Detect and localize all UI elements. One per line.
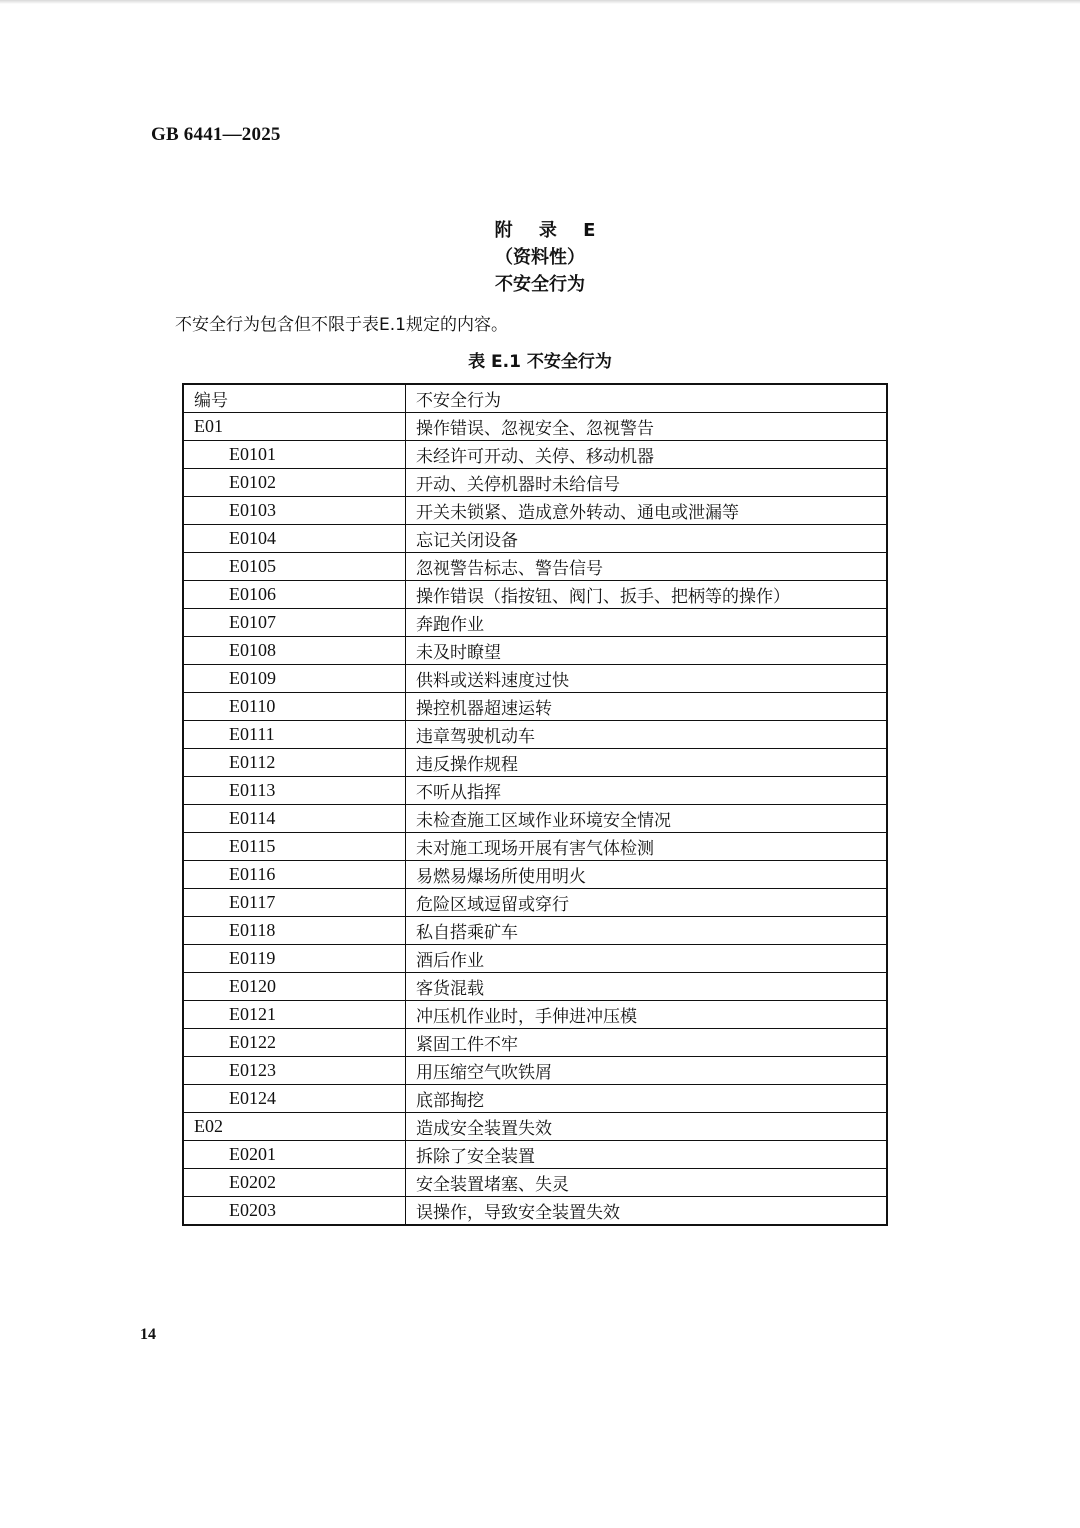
table-row: [183, 889, 887, 917]
table-row: [183, 1057, 887, 1085]
row-behavior: 供料或送料速度过快: [406, 665, 888, 693]
table-row: [183, 749, 887, 777]
row-code: E0201: [183, 1141, 406, 1169]
row-code: E0105: [183, 553, 406, 581]
row-code: E01: [183, 413, 406, 441]
row-code: E0109: [183, 665, 406, 693]
table-row: [183, 721, 887, 749]
row-code: E0123: [183, 1057, 406, 1085]
table-row: [183, 469, 887, 497]
row-code: E0112: [183, 749, 406, 777]
row-behavior: 未对施工现场开展有害气体检测: [406, 833, 888, 861]
table-row: [183, 1029, 887, 1057]
row-behavior: 未及时瞭望: [406, 637, 888, 665]
row-behavior: 未经许可开动、关停、移动机器: [406, 441, 888, 469]
table-row: [183, 1001, 887, 1029]
row-behavior: 忘记关闭设备: [406, 525, 888, 553]
row-behavior: 操作错误、忽视安全、忽视警告: [406, 413, 888, 441]
appendix-type: （资料性）: [495, 247, 585, 268]
row-behavior: 安全装置堵塞、失灵: [406, 1169, 888, 1197]
row-behavior: 误操作，导致安全装置失效: [406, 1197, 888, 1226]
table-row: [183, 1169, 887, 1197]
table-row: [183, 917, 887, 945]
table-row: [183, 553, 887, 581]
row-behavior: 危险区域逗留或穿行: [406, 889, 888, 917]
table-row: [183, 609, 887, 637]
row-code: E0107: [183, 609, 406, 637]
row-behavior: 操作错误（指按钮、阀门、扳手、把柄等的操作）: [406, 581, 888, 609]
row-behavior: 冲压机作业时，手伸进冲压模: [406, 1001, 888, 1029]
row-behavior: 紧固工件不牢: [406, 1029, 888, 1057]
row-behavior: 底部掏挖: [406, 1085, 888, 1113]
standard-code: GB 6441—2025: [151, 124, 281, 145]
table-row: [183, 1197, 887, 1226]
row-behavior: 酒后作业: [406, 945, 888, 973]
table-row: [183, 945, 887, 973]
table-row: [183, 777, 887, 805]
table-row: [183, 1085, 887, 1113]
row-code: E0108: [183, 637, 406, 665]
row-behavior: 用压缩空气吹铁屑: [406, 1057, 888, 1085]
table-row: [183, 693, 887, 721]
table-body: [183, 413, 887, 1226]
header-behavior: 不安全行为: [406, 384, 888, 413]
row-behavior: 易燃易爆场所使用明火: [406, 861, 888, 889]
row-code: E0113: [183, 777, 406, 805]
row-code: E0116: [183, 861, 406, 889]
row-behavior: 忽视警告标志、警告信号: [406, 553, 888, 581]
page-number: 14: [140, 1326, 156, 1343]
row-code: E0124: [183, 1085, 406, 1113]
table-row: [183, 637, 887, 665]
appendix-title: 附 录 E: [494, 220, 606, 241]
table-row: [183, 441, 887, 469]
header-code: 编号: [183, 384, 406, 413]
scan-edge: [0, 0, 1080, 4]
table-row: [183, 665, 887, 693]
row-behavior: 客货混载: [406, 973, 888, 1001]
row-behavior: 私自搭乘矿车: [406, 917, 888, 945]
table-row: [183, 1141, 887, 1169]
row-code: E0122: [183, 1029, 406, 1057]
row-behavior: 开动、关停机器时未给信号: [406, 469, 888, 497]
row-code: E0203: [183, 1197, 406, 1226]
row-code: E0104: [183, 525, 406, 553]
row-code: E0106: [183, 581, 406, 609]
appendix-name: 不安全行为: [495, 274, 585, 295]
row-behavior: 操控机器超速运转: [406, 693, 888, 721]
row-code: E0101: [183, 441, 406, 469]
row-code: E0120: [183, 973, 406, 1001]
row-code: E0121: [183, 1001, 406, 1029]
row-behavior: 拆除了安全装置: [406, 1141, 888, 1169]
table-row: [183, 833, 887, 861]
row-behavior: 开关未锁紧、造成意外转动、通电或泄漏等: [406, 497, 888, 525]
row-behavior: 奔跑作业: [406, 609, 888, 637]
table-row: [183, 805, 887, 833]
table-row: [183, 525, 887, 553]
row-code: E0111: [183, 721, 406, 749]
row-code: E0110: [183, 693, 406, 721]
row-code: E0115: [183, 833, 406, 861]
row-behavior: 未检查施工区域作业环境安全情况: [406, 805, 888, 833]
intro-paragraph: 不安全行为包含但不限于表E.1规定的内容。: [175, 315, 508, 335]
row-code: E0118: [183, 917, 406, 945]
row-code: E0102: [183, 469, 406, 497]
table-row: [183, 861, 887, 889]
row-behavior: 违反操作规程: [406, 749, 888, 777]
table-caption: 表 E.1 不安全行为: [468, 352, 612, 372]
table-row: [183, 497, 887, 525]
row-code: E0114: [183, 805, 406, 833]
table-row: [183, 1113, 887, 1141]
table-header-row: [183, 384, 887, 413]
table-row: [183, 413, 887, 441]
row-code: E02: [183, 1113, 406, 1141]
row-code: E0119: [183, 945, 406, 973]
row-behavior: 造成安全装置失效: [406, 1113, 888, 1141]
row-behavior: 不听从指挥: [406, 777, 888, 805]
row-code: E0103: [183, 497, 406, 525]
row-code: E0202: [183, 1169, 406, 1197]
row-code: E0117: [183, 889, 406, 917]
table-row: [183, 973, 887, 1001]
row-behavior: 违章驾驶机动车: [406, 721, 888, 749]
unsafe-behavior-table: [182, 383, 888, 1226]
table-row: [183, 581, 887, 609]
